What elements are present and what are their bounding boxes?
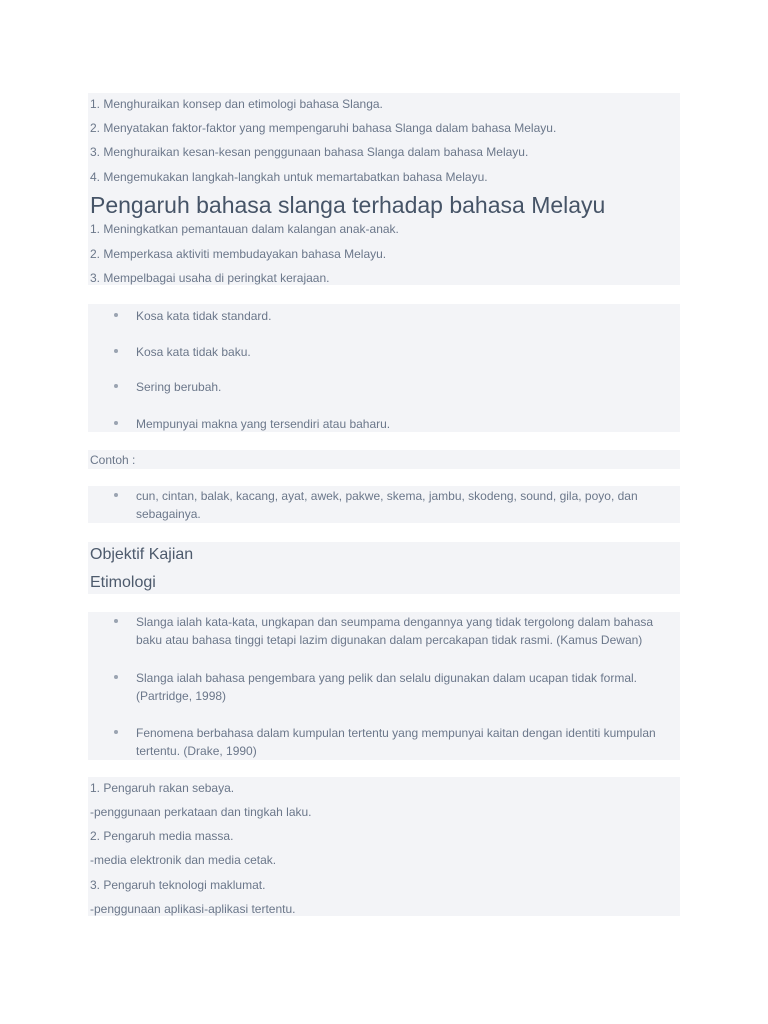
definition-text: Fenomena berbahasa dalam kumpulan tertentu yang mempunyai kaitan dengan identiti kumpulan tertentu. (Drake, 1990) bbox=[136, 726, 656, 758]
objective-line: 1. Menghuraikan konsep dan etimologi bahasa Slanga. bbox=[90, 97, 383, 111]
factor-line: 3. Pengaruh teknologi maklumat. bbox=[90, 878, 266, 892]
factors-block bbox=[88, 777, 680, 916]
example-text: cun, cintan, balak, kacang, ayat, awek, pakwe, skema, jambu, skodeng, sound, gila, poyo, dan sebagainya. bbox=[136, 489, 638, 521]
objective-line: 2. Menyatakan faktor-faktor yang mempengaruhi bahasa Slanga dalam bahasa Melayu. bbox=[90, 121, 557, 135]
objective-line: 3. Menghuraikan kesan-kesan penggunaan bahasa Slanga dalam bahasa Melayu. bbox=[90, 145, 529, 159]
step-line: 3. Mempelbagai usaha di peringkat kerajaan. bbox=[90, 271, 330, 285]
characteristic-text: Sering berubah. bbox=[136, 380, 222, 394]
characteristics-block bbox=[88, 304, 680, 432]
factor-line: -penggunaan perkataan dan tingkah laku. bbox=[90, 805, 312, 819]
characteristic-text: Kosa kata tidak baku. bbox=[136, 345, 251, 359]
factor-line: 1. Pengaruh rakan sebaya. bbox=[90, 781, 235, 795]
factor-line: -media elektronik dan media cetak. bbox=[90, 853, 277, 867]
objectives-block bbox=[88, 93, 680, 285]
bullet-icon bbox=[114, 384, 118, 388]
factor-line: 2. Pengaruh media massa. bbox=[90, 829, 234, 843]
factor-line: -penggunaan aplikasi-aplikasi tertentu. bbox=[90, 902, 296, 916]
characteristic-text: Mempunyai makna yang tersendiri atau baharu. bbox=[136, 417, 391, 431]
bullet-icon bbox=[114, 730, 118, 734]
bullet-icon bbox=[114, 421, 118, 425]
headings-block bbox=[88, 542, 680, 594]
bullet-icon bbox=[114, 313, 118, 317]
definition-text: Slanga ialah bahasa pengembara yang pelik dan selalu digunakan dalam ucapan tidak formal. (Partridge, 1998) bbox=[136, 671, 638, 703]
heading-etimologi: Etimologi bbox=[90, 574, 156, 591]
step-line: 1. Meningkatkan pemantauan dalam kalangan anak-anak. bbox=[90, 222, 399, 236]
bullet-icon bbox=[114, 675, 118, 679]
example-label: Contoh : bbox=[90, 453, 136, 467]
characteristic-text: Kosa kata tidak standard. bbox=[136, 309, 272, 323]
example-label-block bbox=[88, 450, 680, 469]
bullet-icon bbox=[114, 349, 118, 353]
objective-line: 4. Mengemukakan langkah-langkah untuk memartabatkan bahasa Melayu. bbox=[90, 170, 488, 184]
definition-text: Slanga ialah kata-kata, ungkapan dan seumpama dengannya yang tidak tergolong dalam bahasa baku atau bahasa tinggi tetapi lazim digunakan dalam percakapan tidak rasmi. (Kamus Dewan) bbox=[136, 615, 654, 647]
bullet-icon bbox=[114, 493, 118, 497]
main-title: Pengaruh bahasa slanga terhadap bahasa Melayu bbox=[90, 192, 606, 218]
bullet-icon bbox=[114, 619, 118, 623]
definitions-block bbox=[88, 612, 680, 760]
step-line: 2. Memperkasa aktiviti membudayakan bahasa Melayu. bbox=[90, 247, 387, 261]
heading-objektif: Objektif Kajian bbox=[90, 546, 194, 563]
example-list-block bbox=[88, 486, 680, 523]
